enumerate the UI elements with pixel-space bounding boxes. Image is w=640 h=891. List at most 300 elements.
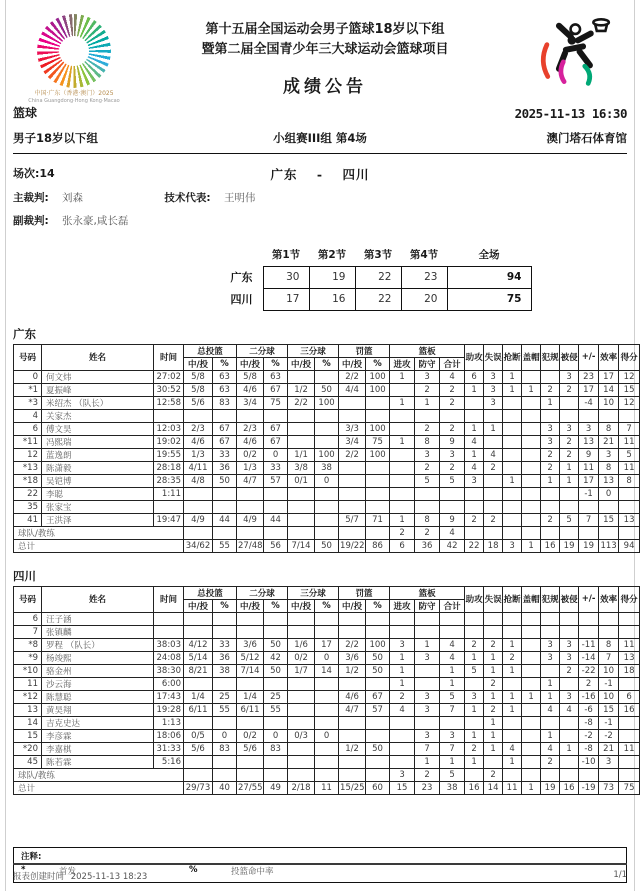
- player-name: 沙云海: [42, 677, 154, 690]
- player-name: 骆金州: [42, 664, 154, 677]
- stat-cell: 1/4: [237, 690, 264, 703]
- stat-cell: [522, 703, 541, 716]
- stat-cell: 3: [390, 768, 415, 781]
- stat-cell: [465, 677, 484, 690]
- team-section-title: 四川: [13, 568, 36, 583]
- stat-cell: 63: [264, 370, 288, 383]
- player-name: 陈慧聪: [42, 690, 154, 703]
- group-label: 男子18岁以下组: [13, 130, 99, 145]
- stat-cell: [599, 500, 619, 513]
- stat-cell: [619, 768, 640, 781]
- stat-cell: -14: [579, 651, 599, 664]
- stat-cell: [288, 370, 315, 383]
- stat-cell: 11: [619, 461, 640, 474]
- score-cell: 22: [355, 266, 401, 288]
- player-name: 冯熙瑞: [42, 435, 154, 448]
- stat-cell: 8: [599, 461, 619, 474]
- stat-cell: 2: [579, 677, 599, 690]
- stat-cell: 8: [599, 638, 619, 651]
- stat-cell: 3/6: [339, 651, 366, 664]
- vs-separator: -: [316, 166, 324, 182]
- stat-cell: 2: [465, 513, 484, 526]
- player-row: [14, 638, 640, 651]
- stat-cell: 7/14: [237, 664, 264, 677]
- player-number: *20: [14, 742, 42, 755]
- stat-cell: [415, 409, 440, 422]
- stat-cell: 11: [315, 781, 339, 794]
- stat-cell: 7: [440, 742, 465, 755]
- stat-cell: 1: [465, 383, 484, 396]
- stat-cell: 11: [579, 461, 599, 474]
- tech-delegate-label: 技术代表:: [164, 191, 211, 204]
- stat-cell: 1: [390, 513, 415, 526]
- stat-cell: [619, 612, 640, 625]
- stat-cell: 4/6: [237, 435, 264, 448]
- stat-cell: 0: [599, 487, 619, 500]
- player-name: 吴铠博: [42, 474, 154, 487]
- stat-cell: [541, 526, 560, 539]
- column-header: 三分球: [288, 586, 339, 599]
- play-time: 1:13: [154, 716, 184, 729]
- stat-cell: 4/6: [237, 383, 264, 396]
- stat-cell: 15/25: [340, 782, 365, 793]
- column-header: 篮板: [390, 344, 465, 357]
- stat-cell: [465, 409, 484, 422]
- report-created-time: 报表创建时间 2025-11-13 18:23: [13, 872, 148, 882]
- player-name: 何文炜: [42, 370, 154, 383]
- play-time: 31:33: [154, 742, 184, 755]
- match-number: 场次:14: [13, 166, 55, 180]
- stat-cell: [288, 422, 315, 435]
- stat-cell: [522, 461, 541, 474]
- stat-cell: 1: [415, 638, 440, 651]
- stat-cell: [503, 677, 522, 690]
- player-name: 关家杰: [42, 409, 154, 422]
- stat-cell: [339, 500, 366, 513]
- player-row: [14, 651, 640, 664]
- stat-cell: 1: [560, 474, 579, 487]
- play-time: 28:35: [154, 474, 184, 487]
- stat-cell: [465, 768, 484, 781]
- stat-cell: 3: [465, 690, 484, 703]
- stat-cell: 3: [440, 448, 465, 461]
- stat-cell: 5/8: [237, 370, 264, 383]
- event-band: [13, 130, 627, 154]
- stat-cell: [522, 716, 541, 729]
- stat-cell: -8: [579, 742, 599, 755]
- sport-band: [13, 104, 627, 121]
- totals-row: [14, 781, 640, 794]
- stat-cell: [315, 526, 339, 539]
- stat-cell: [440, 409, 465, 422]
- stat-cell: 1: [390, 370, 415, 383]
- stat-cell: [440, 487, 465, 500]
- stat-cell: 1/3: [237, 461, 264, 474]
- fullgame-header: 全场: [478, 248, 500, 261]
- stat-cell: [339, 409, 366, 422]
- player-name: 傅文昊: [42, 422, 154, 435]
- totals-row: [14, 539, 640, 552]
- stat-cell: [339, 396, 366, 409]
- stat-cell: [560, 396, 579, 409]
- stat-cell: [184, 612, 213, 625]
- stat-cell: [213, 716, 237, 729]
- stat-cell: 18: [484, 539, 503, 552]
- stat-cell: 1: [541, 474, 560, 487]
- stat-cell: [315, 435, 339, 448]
- stat-cell: [264, 612, 288, 625]
- play-time: 19:47: [154, 513, 184, 526]
- stat-cell: [390, 625, 415, 638]
- report-header: [13, 0, 627, 104]
- stat-cell: 55: [264, 703, 288, 716]
- stat-cell: [237, 625, 264, 638]
- stat-cell: 38: [315, 461, 339, 474]
- stat-cell: [315, 612, 339, 625]
- stat-cell: 3/3: [339, 422, 366, 435]
- stat-cell: [522, 768, 541, 781]
- stat-cell: [213, 755, 237, 768]
- stat-cell: 10: [599, 664, 619, 677]
- play-time: 12:03: [154, 422, 184, 435]
- stat-cell: [522, 755, 541, 768]
- stat-cell: [366, 677, 390, 690]
- stat-cell: 3: [415, 370, 440, 383]
- stat-cell: 5: [465, 664, 484, 677]
- column-header: 总投篮: [184, 344, 237, 357]
- team-coach-row: [14, 768, 640, 781]
- assistant-referee-line: [13, 213, 627, 227]
- play-time: 27:02: [154, 370, 184, 383]
- column-header: 被侵: [560, 586, 579, 612]
- stat-cell: [264, 768, 288, 781]
- stat-cell: 50: [315, 383, 339, 396]
- stat-cell: [484, 500, 503, 513]
- stat-cell: [390, 409, 415, 422]
- stat-cell: [484, 474, 503, 487]
- stat-cell: [339, 768, 366, 781]
- stat-cell: [560, 716, 579, 729]
- stat-cell: [522, 370, 541, 383]
- stat-cell: 67: [213, 435, 237, 448]
- stat-cell: [503, 500, 522, 513]
- column-header: 助攻: [465, 586, 484, 612]
- column-header: 姓名: [42, 586, 154, 612]
- stat-cell: 2/2: [288, 396, 315, 409]
- column-header: 号码: [14, 586, 42, 612]
- stat-cell: 4: [465, 435, 484, 448]
- away-quarter-row: [217, 288, 531, 310]
- stat-cell: 50: [366, 651, 390, 664]
- column-header: 中/投: [237, 599, 264, 612]
- stat-cell: 1: [503, 664, 522, 677]
- player-row: [14, 729, 640, 742]
- stat-cell: [465, 625, 484, 638]
- stat-cell: 83: [213, 742, 237, 755]
- stat-cell: 4/7: [237, 474, 264, 487]
- basketball-pictogram-icon: [525, 12, 617, 98]
- stat-cell: 1/3: [184, 448, 213, 461]
- quarter-2-header: 第2节: [317, 248, 347, 261]
- stat-cell: [390, 729, 415, 742]
- stat-cell: [315, 625, 339, 638]
- stat-cell: 16: [465, 781, 484, 794]
- stat-cell: [366, 474, 390, 487]
- stat-cell: [560, 729, 579, 742]
- stat-cell: [264, 500, 288, 513]
- stat-cell: 63: [213, 370, 237, 383]
- notes-title: 注释:: [21, 851, 42, 862]
- stat-cell: 3: [599, 755, 619, 768]
- stat-cell: 1: [522, 781, 541, 794]
- stat-cell: 4: [465, 461, 484, 474]
- player-number: *13: [14, 461, 42, 474]
- stat-cell: 2: [484, 768, 503, 781]
- stat-cell: 33: [213, 638, 237, 651]
- stat-cell: 50: [366, 742, 390, 755]
- player-name: 李聪: [42, 487, 154, 500]
- player-name: 汪子涵: [42, 612, 154, 625]
- stat-cell: 4: [560, 703, 579, 716]
- stat-cell: [366, 500, 390, 513]
- stat-cell: 19/22: [340, 540, 365, 551]
- stat-cell: [465, 487, 484, 500]
- player-row: [14, 703, 640, 716]
- stat-cell: [484, 487, 503, 500]
- stat-cell: 2: [560, 448, 579, 461]
- stat-cell: 75: [264, 396, 288, 409]
- column-header: 合计: [440, 599, 465, 612]
- stat-cell: 0: [264, 729, 288, 742]
- stat-cell: [315, 500, 339, 513]
- play-time: 12:58: [154, 396, 184, 409]
- stat-cell: [541, 768, 560, 781]
- column-header: 抢断: [503, 586, 522, 612]
- page-title-line1: 第十五届全国运动会男子篮球18岁以下组: [205, 22, 445, 37]
- stat-cell: 67: [264, 383, 288, 396]
- stat-cell: 7/14: [288, 539, 315, 552]
- stat-cell: [522, 513, 541, 526]
- stat-cell: 100: [366, 638, 390, 651]
- stat-cell: 1: [465, 651, 484, 664]
- stat-cell: 7: [599, 651, 619, 664]
- stat-cell: 42: [440, 539, 465, 552]
- stat-cell: 1: [560, 461, 579, 474]
- stat-cell: [288, 500, 315, 513]
- stat-cell: 55: [213, 703, 237, 716]
- stat-cell: 2: [440, 396, 465, 409]
- play-time: 17:43: [154, 690, 184, 703]
- stat-cell: 2/18: [288, 781, 315, 794]
- page-number: 1/1: [613, 870, 627, 880]
- stat-cell: [288, 513, 315, 526]
- stat-cell: 16: [541, 539, 560, 552]
- stat-cell: [619, 526, 640, 539]
- stat-cell: [315, 409, 339, 422]
- column-header: %: [366, 357, 390, 370]
- stat-cell: 10: [599, 396, 619, 409]
- stat-cell: 3: [599, 448, 619, 461]
- stat-cell: 12: [619, 396, 640, 409]
- stat-cell: -1: [599, 716, 619, 729]
- stat-cell: [619, 677, 640, 690]
- stat-cell: 3: [579, 422, 599, 435]
- referee-line: [13, 190, 627, 204]
- player-row: [14, 513, 640, 526]
- column-header: 效率: [599, 586, 619, 612]
- stat-cell: [465, 612, 484, 625]
- player-row: [14, 677, 640, 690]
- stat-cell: 2: [484, 461, 503, 474]
- player-name: 吉克史达: [42, 716, 154, 729]
- stat-cell: [522, 625, 541, 638]
- stat-cell: 3: [415, 703, 440, 716]
- player-row: [14, 370, 640, 383]
- stat-cell: 2: [484, 703, 503, 716]
- stat-cell: [503, 396, 522, 409]
- score-cell: 17: [263, 288, 309, 310]
- stat-cell: [415, 500, 440, 513]
- column-header: 中/投: [339, 599, 366, 612]
- stat-cell: 2: [415, 526, 440, 539]
- stat-cell: [184, 625, 213, 638]
- stat-cell: [339, 612, 366, 625]
- stat-cell: [560, 612, 579, 625]
- stat-cell: 1: [415, 396, 440, 409]
- team-section-guangdong: [13, 326, 638, 553]
- stat-cell: 1: [484, 651, 503, 664]
- player-row: [14, 664, 640, 677]
- stat-cell: 1: [465, 448, 484, 461]
- column-header: 号码: [14, 344, 42, 370]
- stat-cell: 13: [619, 651, 640, 664]
- stat-cell: 2/3: [184, 422, 213, 435]
- starter-label: 首发: [59, 866, 77, 877]
- quarter-score-table: [217, 239, 532, 311]
- stat-cell: [184, 677, 213, 690]
- assistant-referee-label: 副裁判:: [13, 214, 49, 227]
- stat-cell: [339, 487, 366, 500]
- player-number: 45: [14, 755, 42, 768]
- stat-cell: 22: [465, 539, 484, 552]
- stat-cell: 5/6: [237, 742, 264, 755]
- stat-cell: [522, 677, 541, 690]
- player-number: *11: [14, 435, 42, 448]
- stat-cell: [339, 461, 366, 474]
- stat-cell: [315, 768, 339, 781]
- stat-cell: 1: [484, 422, 503, 435]
- column-header: 防守: [415, 357, 440, 370]
- stat-cell: 2: [390, 690, 415, 703]
- percent-marker: %: [189, 864, 198, 875]
- stat-cell: 2: [541, 448, 560, 461]
- player-row: [14, 487, 640, 500]
- stat-cell: 33: [213, 448, 237, 461]
- stat-cell: 44: [264, 513, 288, 526]
- title-block: [135, 10, 515, 97]
- column-header: 盖帽: [522, 586, 541, 612]
- stat-cell: 2: [415, 383, 440, 396]
- stat-cell: 6: [465, 370, 484, 383]
- stat-cell: [619, 755, 640, 768]
- stat-cell: [579, 500, 599, 513]
- stat-cell: [366, 461, 390, 474]
- stat-cell: [264, 526, 288, 539]
- stat-cell: [184, 500, 213, 513]
- column-header: +/-: [579, 586, 599, 612]
- stat-cell: [213, 500, 237, 513]
- stat-cell: [315, 716, 339, 729]
- column-header: 防守: [415, 599, 440, 612]
- stat-cell: [522, 435, 541, 448]
- stat-cell: 0/3: [288, 729, 315, 742]
- stat-cell: 16: [560, 781, 579, 794]
- stat-cell: [541, 612, 560, 625]
- stat-cell: [339, 474, 366, 487]
- stat-cell: 0: [315, 474, 339, 487]
- stat-cell: [560, 625, 579, 638]
- team-section-sichuan: [13, 568, 638, 795]
- quarter-header-row: [217, 239, 531, 267]
- stat-cell: 2: [390, 526, 415, 539]
- stat-cell: 1: [465, 729, 484, 742]
- stat-cell: -4: [579, 396, 599, 409]
- stat-cell: 75: [619, 781, 640, 794]
- stat-cell: 4: [440, 638, 465, 651]
- stat-cell: 0: [213, 729, 237, 742]
- report-page: [5, 0, 638, 891]
- stat-cell: [288, 677, 315, 690]
- column-header: 中/投: [288, 357, 315, 370]
- stat-cell: [264, 625, 288, 638]
- stat-cell: [560, 487, 579, 500]
- player-number: 6: [14, 612, 42, 625]
- player-number: 7: [14, 625, 42, 638]
- stat-cell: 1: [465, 422, 484, 435]
- stat-cell: [619, 716, 640, 729]
- stat-cell: 7: [579, 513, 599, 526]
- stat-cell: [288, 742, 315, 755]
- stat-cell: [390, 461, 415, 474]
- column-header: 效率: [599, 344, 619, 370]
- stat-cell: [366, 768, 390, 781]
- stat-cell: 100: [366, 448, 390, 461]
- stat-cell: [339, 677, 366, 690]
- stat-cell: 57: [366, 703, 390, 716]
- stat-cell: 2: [541, 461, 560, 474]
- stat-cell: [415, 664, 440, 677]
- player-number: *8: [14, 638, 42, 651]
- column-header: 犯规: [541, 344, 560, 370]
- stat-cell: [541, 664, 560, 677]
- stat-cell: 1: [503, 383, 522, 396]
- stat-cell: [237, 716, 264, 729]
- stat-cell: [619, 487, 640, 500]
- play-time: 19:28: [154, 703, 184, 716]
- stat-cell: -19: [579, 781, 599, 794]
- stat-cell: 94: [619, 539, 640, 552]
- column-header: %: [213, 357, 237, 370]
- stat-cell: [213, 409, 237, 422]
- player-number: 15: [14, 729, 42, 742]
- stat-cell: [237, 526, 264, 539]
- stat-cell: [288, 690, 315, 703]
- stat-cell: 8: [599, 422, 619, 435]
- play-time: [154, 409, 184, 422]
- away-team-name: 四川: [342, 166, 370, 182]
- stat-cell: [522, 664, 541, 677]
- stat-cell: [503, 435, 522, 448]
